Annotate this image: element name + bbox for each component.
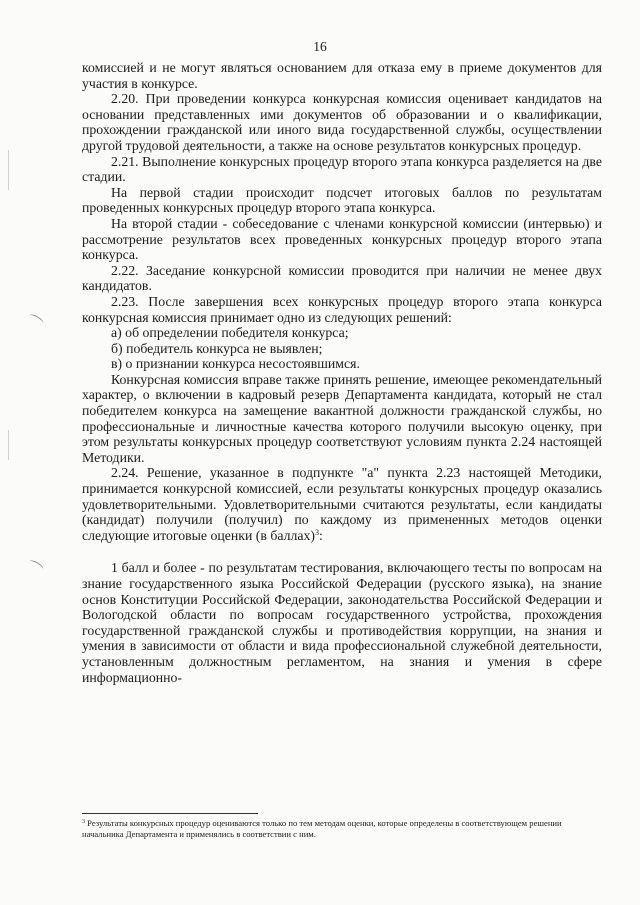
- list-item: б) победитель конкурса не выявлен;: [111, 340, 323, 356]
- page-number: 16: [313, 39, 327, 54]
- footnote-text: Результаты конкурсных процедур оцениваются только по тем методам оценки, которые определены в соответствующем решении начальника Департамента и применялись в соответствии с ним.: [82, 818, 562, 839]
- paragraph: 2.24. Решение, указанное в подпункте "а" пункта 2.23 настоящей Методики, принимается конкурсной комиссией, если результаты конкурсных процедур оказались удовлетворительными. Удовлетворительными считаются результаты, если кандидаты (кандидат) получили (получил) по каждому из примененных методов оценки следующие итоговые оценки (в баллах)$^3$:: [82, 465, 602, 543]
- footnote: [82, 818, 602, 840]
- footnote-reference: 3: [315, 527, 319, 537]
- list-item: в) о признании конкурса несостоявшимся.: [111, 356, 360, 372]
- paragraph: На второй стадии - собеседование с членами конкурсной комиссии (интервью) и рассмотрение результатов всех проведенных конкурсных процедур второго этапа конкурса.: [82, 215, 602, 263]
- scan-edge-mark: [8, 430, 9, 460]
- paragraph: На первой стадии происходит подсчет итоговых баллов по результатам проведенных конкурсных процедур второго этапа конкурса.: [82, 184, 602, 216]
- paragraph: 2.21. Выполнение конкурсных процедур второго этапа конкурса разделяется на две стадии.: [82, 153, 602, 185]
- paragraph: 2.22. Заседание конкурсной комиссии проводится при наличии не менее двух кандидатов.: [82, 262, 602, 294]
- scan-edge-mark: [8, 150, 9, 190]
- list-item: а) об определении победителя конкурса;: [111, 325, 349, 341]
- paragraph: 1 балл и более - по результатам тестирования, включающего тесты по вопросам на знание государственного языка Российской Федерации (русского языка), на знание основ Конституции Российской Федерации, законодательства Российской Федерации и Вологодской области по вопросам государственного устройства, прохождения государственной гражданской службы и противодействия коррупции, на знания и умения в зависимости от области и вида профессиональной служебной деятельности, установленным должностным регламентом, на знания и умения в сфере информационно-: [82, 560, 602, 685]
- footnote-mark: 3: [82, 819, 85, 825]
- scan-edge-mark: [27, 558, 44, 572]
- scan-edge-mark: [27, 312, 44, 326]
- paragraph: комиссией и не могут являться основанием для отказа ему в приеме документов для участия в конкурсе.: [82, 60, 602, 91]
- paragraph: 2.23. После завершения всех конкурсных процедур второго этапа конкурса конкурсная комиссия принимает одно из следующих решений:: [82, 293, 602, 325]
- paragraph: Конкурсная комиссия вправе также принять решение, имеющее рекомендательный характер, о включении в кадровый резерв Департамента кандидата, который не стал победителем конкурса на замещение вакантной должности гражданской службы, но профессиональные и личностные качества которого получили высокую оценку, при этом результаты конкурсных процедур соответствуют условиям пункта 2.24 настоящей Методики.: [82, 371, 602, 465]
- paragraph: 2.20. При проведении конкурса конкурсная комиссия оценивает кандидатов на основании представленных ими документов об образовании и о квалификации, прохождении гражданской или иного вида государственной службы, осуществлении другой трудовой деятельности, а также на основе результатов конкурсных процедур.: [82, 91, 602, 153]
- footnote-divider: [82, 813, 258, 814]
- body-text: [82, 60, 602, 685]
